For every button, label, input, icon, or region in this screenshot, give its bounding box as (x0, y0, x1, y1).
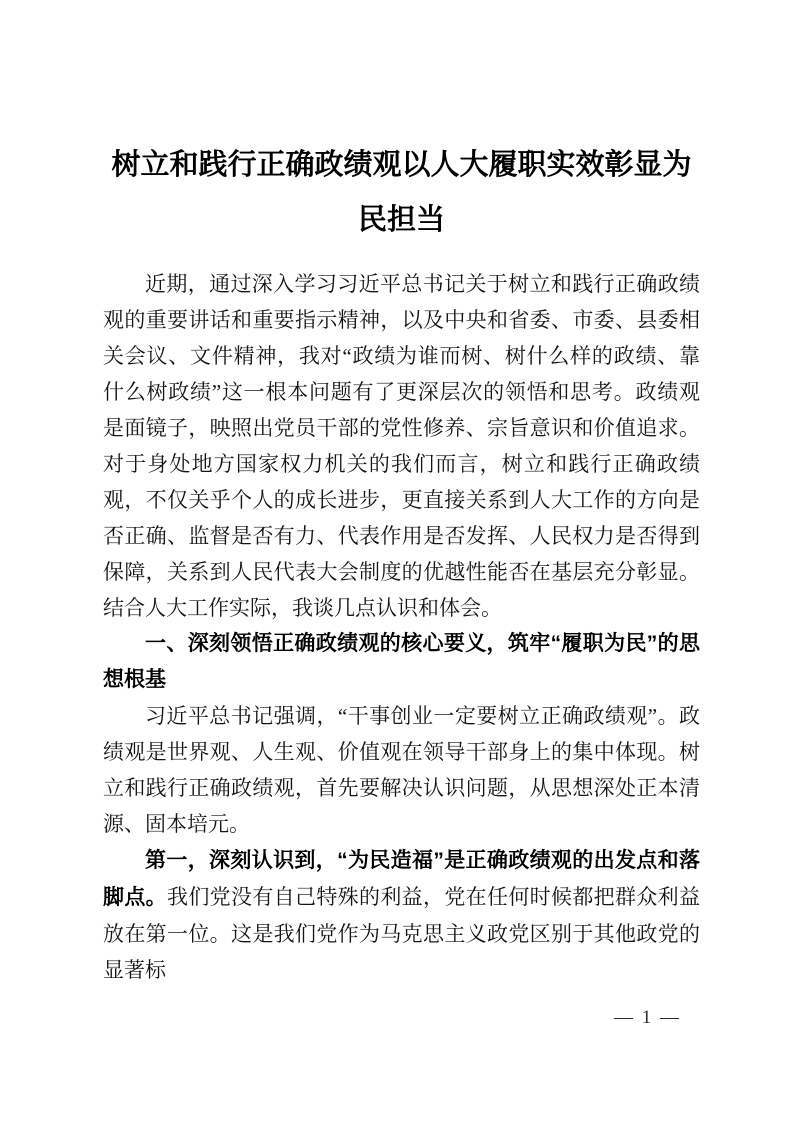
document-title: 树立和践行正确政绩观以人大履职实效彰显为民担当 (111, 149, 692, 236)
paragraph-point1-lead: 第一，深刻认识到，“为民造福”是正确政绩观的出发点和落脚点。 (103, 849, 700, 909)
paragraph-intro: 近期，通过深入学习习近平总书记关于树立和践行正确政绩观的重要讲话和重要指示精神，以及中央和省委、市委、县委相关会议、文件精神，我对“政绩为谁而树、树什么样的政绩、靠什么树政绩”这一根本问题有了更深层次的领悟和思考。政绩观是面镜子，映照出党员干部的党性修养、宗旨意识和价值追求。对于身处地方国家权力机关的我们而言，树立和践行正确政绩观，不仅关乎个人的成长进步，更直接关系到人大工作的方向是否正确、监督是否有力、代表作用是否发挥、人民权力是否得到保障，关系到人民代表大会制度的优越性能否在基层充分彰显。结合人大工作实际，我谈几点认识和体会。 (103, 272, 700, 620)
paragraph-section1-overview: 习近平总书记强调，“干事创业一定要树立正确政绩观”。政绩观是世界观、人生观、价值观在领导干部身上的集中体现。树立和践行正确政绩观，首先要解决认识问题，从思想深处正本清源、固本培元。 (103, 704, 700, 836)
paragraph-point1 (103, 842, 700, 988)
page-number: — 1 — (614, 1007, 681, 1028)
paragraph-point1-text: 我们党没有自己特殊的利益，党在任何时候都把群众利益放在第一位。这是我们党作为马克思主义政党区别于其他政党的显著标 (103, 885, 700, 982)
document-content (103, 138, 700, 988)
section-heading-1: 一、深刻领悟正确政绩观的核心要义，筑牢“履职为民”的思想根基 (103, 632, 700, 691)
